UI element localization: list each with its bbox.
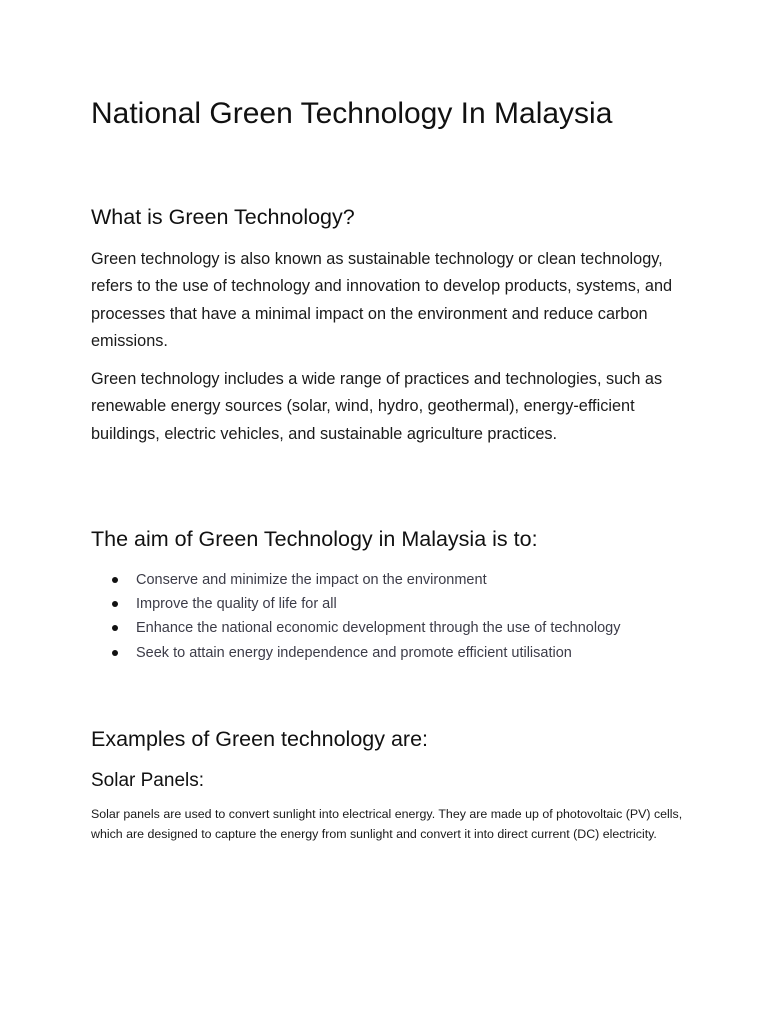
- examples-heading: Examples of Green technology are:: [91, 727, 429, 751]
- what-is-paragraph-2: Green technology includes a wide range of practices and technologies, such as renewable energy sources (solar, wind, hydro, geothermal), energy-efficient buildings, electric vehicles, and sustainable agriculture practices.: [91, 370, 663, 443]
- list-item-text: Enhance the national economic development through the use of technology: [136, 620, 621, 637]
- bullet-icon: [112, 650, 118, 656]
- what-is-paragraph-1: Green technology is also known as sustainable technology or clean technology, refers to the use of technology and innovation to develop products, systems, and processes that have a minimal impact on the environment and reduce carbon emissions.: [91, 250, 673, 350]
- list-item: [91, 568, 651, 592]
- solar-panels-heading: Solar Panels:: [91, 770, 205, 791]
- bullet-icon: [112, 625, 118, 631]
- list-item: [91, 641, 651, 665]
- list-item: [91, 616, 651, 640]
- aim-heading: The aim of Green Technology in Malaysia is to:: [91, 527, 538, 551]
- list-item-text: Improve the quality of life for all: [136, 596, 337, 613]
- page-title: National Green Technology In Malaysia: [91, 97, 613, 130]
- list-item-text: Seek to attain energy independence and promote efficient utilisation: [136, 644, 572, 661]
- solar-panels-paragraph: Solar panels are used to convert sunlight into electrical energy. They are made up of photovoltaic (PV) cells, which are designed to capture the energy from sunlight and convert it into direct current (DC) electricity.: [91, 807, 683, 841]
- bullet-icon: [112, 577, 118, 583]
- list-item: [91, 592, 651, 616]
- aim-list: [91, 568, 651, 665]
- list-item-text: Conserve and minimize the impact on the environment: [136, 572, 487, 588]
- what-is-heading: What is Green Technology?: [91, 205, 355, 229]
- bullet-icon: [112, 601, 118, 607]
